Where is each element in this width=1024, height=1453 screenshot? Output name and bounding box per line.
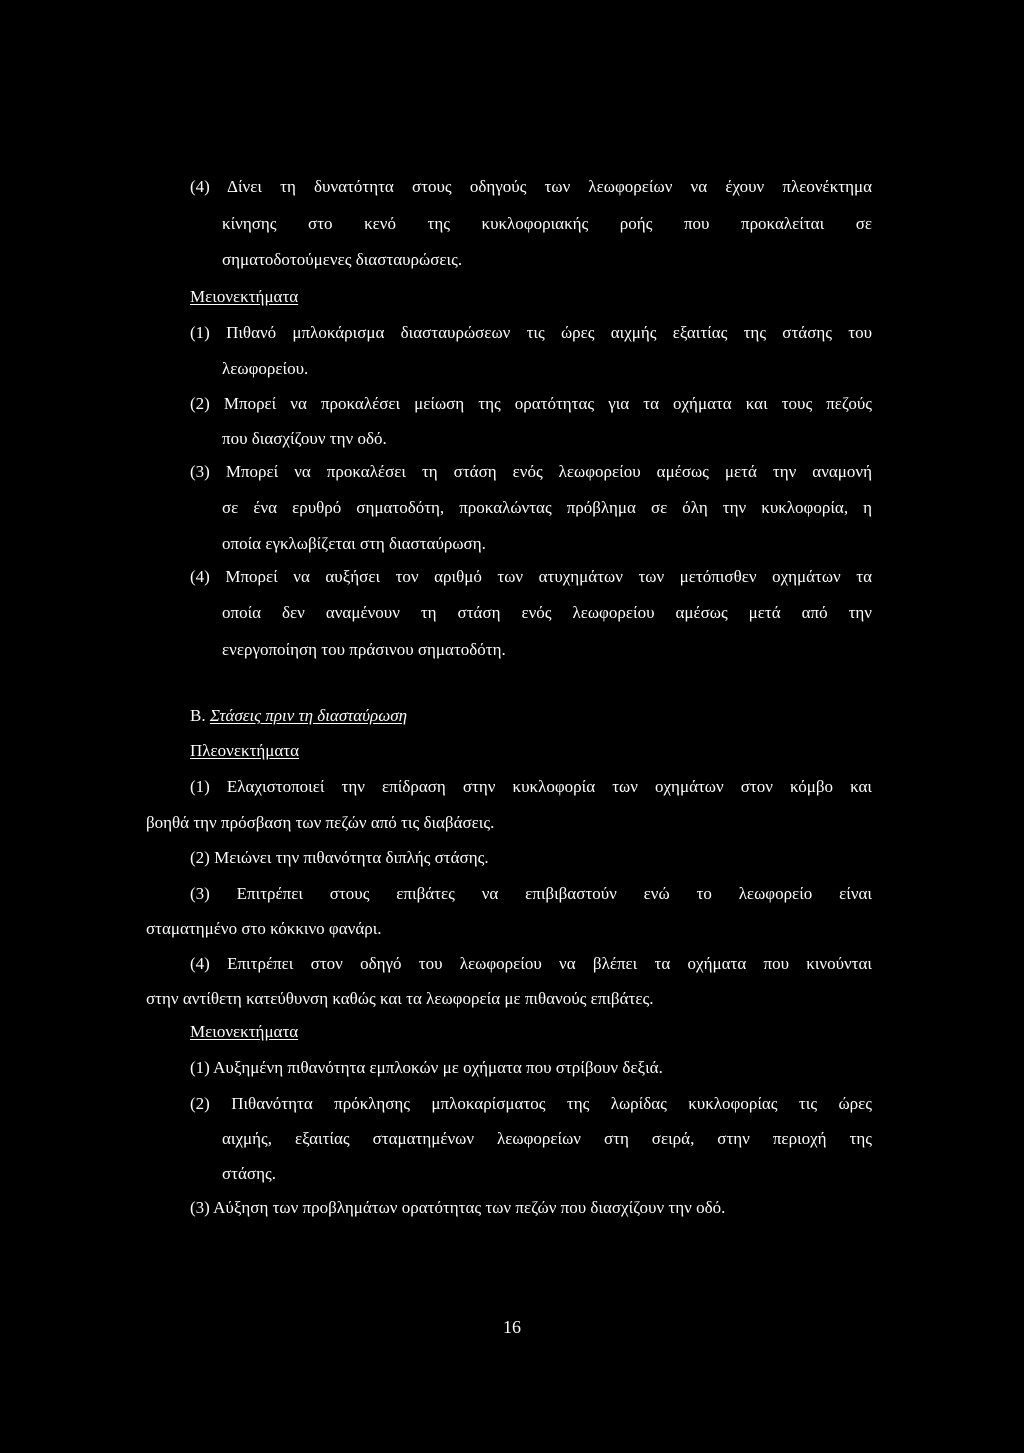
disadvantage-4-line-2: οποία δεν αναμένουν τη στάση ενός λεωφορείου αμέσως μετά από την [222,603,872,622]
item-4-line-3: σηματοδοτούμενες διασταυρώσεις. [222,250,463,269]
section-b-label: Β. [190,706,206,725]
advantage-1-line-2: βοηθά την πρόσβαση των πεζών από τις διαβάσεις. [146,813,495,832]
section-b-heading [190,706,407,726]
item-4-line-1: (4) Δίνει τη δυνατότητα στους οδηγούς των λεωφορείων να έχουν πλεονέκτημα [190,177,872,196]
section-b-title: Στάσεις πριν τη διασταύρωση [209,706,408,725]
page-number: 16 [503,1317,521,1337]
disadvantages-heading-a: Μειονεκτήματα [190,287,299,306]
b-disadvantage-2-line-3: στάσης. [222,1164,276,1183]
b-disadvantage-3-line-1: (3) Αύξηση των προβλημάτων ορατότητας των πεζών που διασχίζουν την οδό. [190,1198,726,1217]
disadvantage-3-line-3: οποία εγκλωβίζεται στη διασταύρωση. [222,534,486,553]
b-disadvantage-2-line-2: αιχμής, εξαιτίας σταματημένων λεωφορείων στη σειρά, στην περιοχή της [222,1129,872,1148]
item-4-line-2: κίνησης στο κενό της κυκλοφοριακής ροής που προκαλείται σε [222,214,872,233]
disadvantage-4-line-3: ενεργοποίηση του πράσινου σηματοδότη. [222,640,506,659]
advantage-4-line-2: στην αντίθετη κατεύθυνση καθώς και τα λεωφορεία με πιθανούς επιβάτες. [146,989,654,1008]
disadvantage-1-line-2: λεωφορείου. [222,359,309,378]
disadvantage-2-line-1: (2) Μπορεί να προκαλέσει μείωση της ορατότητας για τα οχήματα και τους πεζούς [190,394,872,413]
disadvantage-3-line-2: σε ένα ερυθρό σηματοδότη, προκαλώντας πρόβλημα σε όλη την κυκλοφορία, η [222,498,872,517]
disadvantages-heading-b: Μειονεκτήματα [190,1022,299,1041]
advantage-2-line-1: (2) Μειώνει την πιθανότητα διπλής στάσης. [190,848,489,867]
advantage-4-line-1: (4) Επιτρέπει στον οδηγό του λεωφορείου να βλέπει τα οχήματα που κινούνται [190,954,872,973]
disadvantage-3-line-1: (3) Μπορεί να προκαλέσει τη στάση ενός λεωφορείου αμέσως μετά την αναμονή [190,462,872,481]
advantage-3-line-1: (3) Επιτρέπει στους επιβάτες να επιβιβαστούν ενώ το λεωφορείο είναι [190,884,872,903]
b-disadvantage-2-line-1: (2) Πιθανότητα πρόκλησης μπλοκαρίσματος της λωρίδας κυκλοφορίας τις ώρες [190,1094,872,1113]
advantage-1-line-1: (1) Ελαχιστοποιεί την επίδραση στην κυκλοφορία των οχημάτων στον κόμβο και [190,777,872,796]
advantage-3-line-2: σταματημένο στο κόκκινο φανάρι. [146,919,382,938]
disadvantage-1-line-1: (1) Πιθανό μπλοκάρισμα διασταυρώσεων τις ώρες αιχμής εξαιτίας της στάσης του [190,323,872,342]
advantages-heading-b: Πλεονεκτήματα [190,741,300,760]
disadvantage-2-line-2: που διασχίζουν την οδό. [222,429,387,448]
disadvantage-4-line-1: (4) Μπορεί να αυξήσει τον αριθμό των ατυχημάτων των μετόπισθεν οχημάτων τα [190,567,872,586]
b-disadvantage-1-line-1: (1) Αυξημένη πιθανότητα εμπλοκών με οχήματα που στρίβουν δεξιά. [190,1058,663,1077]
